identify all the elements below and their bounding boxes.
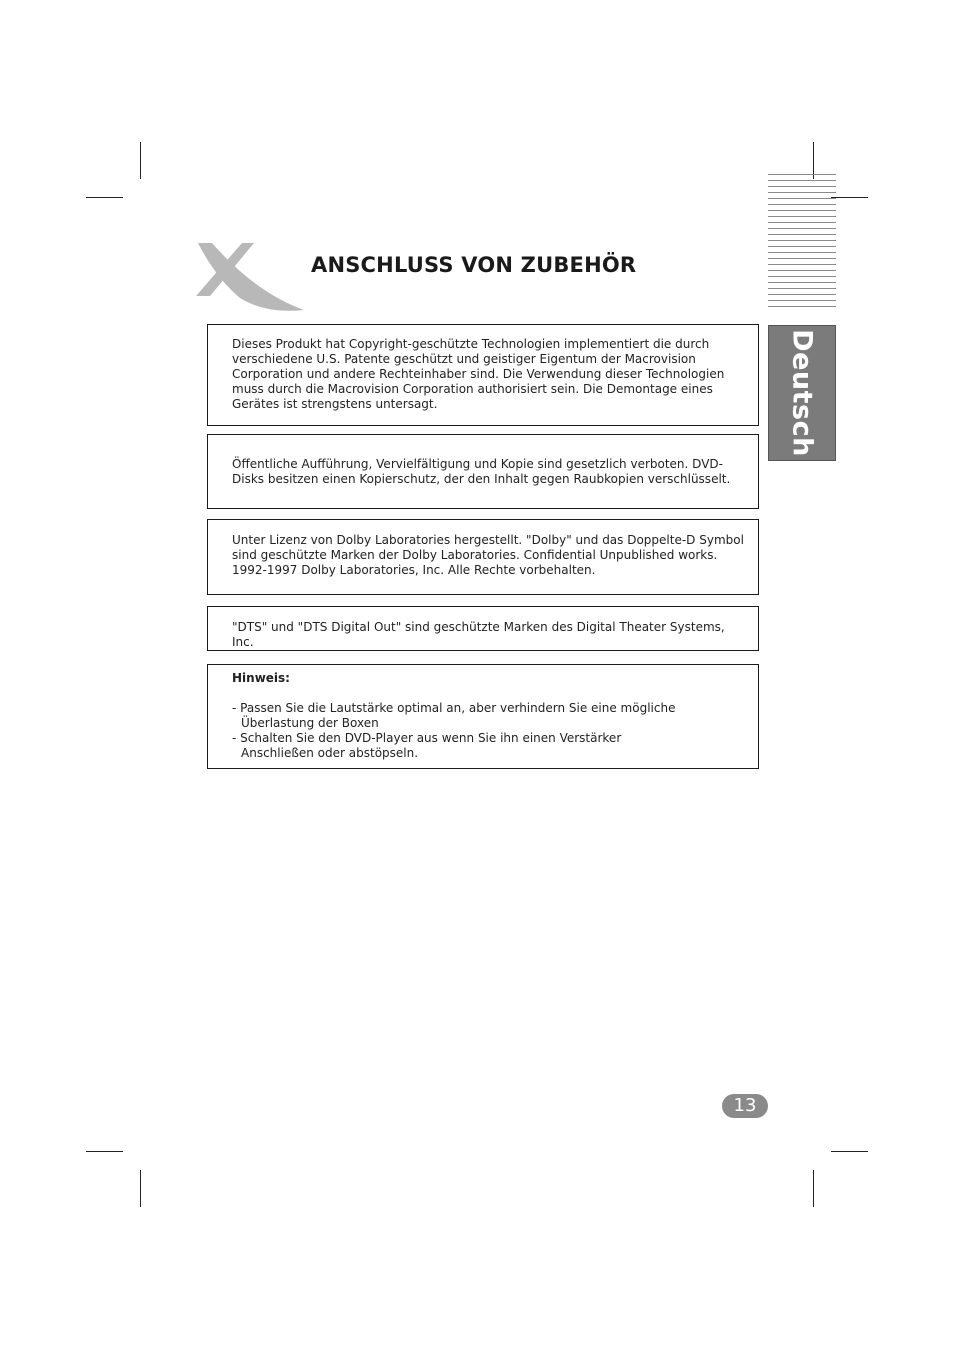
- stripe-line: [768, 210, 836, 211]
- stripe-line: [768, 300, 836, 301]
- stripe-line: [768, 228, 836, 229]
- crop-mark-bottom-left-horizontal: [86, 1151, 123, 1152]
- crop-mark-top-right-horizontal: [831, 197, 868, 198]
- decorative-stripes: [768, 174, 836, 312]
- hint-box: [207, 664, 759, 769]
- stripe-line: [768, 192, 836, 193]
- hint-heading: Hinweis:: [232, 671, 290, 685]
- stripe-line: [768, 180, 836, 181]
- stripe-line: [768, 264, 836, 265]
- hint-item: [232, 731, 746, 761]
- notice-box-dolby: [207, 519, 759, 595]
- page-title: ANSCHLUSS VON ZUBEHÖR: [311, 253, 637, 277]
- stripe-line: [768, 204, 836, 205]
- stripe-line: [768, 198, 836, 199]
- stripe-line: [768, 246, 836, 247]
- crop-mark-bottom-right-vertical: [813, 1170, 814, 1207]
- stripe-line: [768, 222, 836, 223]
- stripe-line: [768, 258, 836, 259]
- stripe-line: [768, 306, 836, 307]
- notice-text: Unter Lizenz von Dolby Laboratories hergestellt. "Dolby" und das Doppelte-D Symbol sind geschützte Marken der Dolby Laboratories. Confidential Unpublished works. 1992-1997 Dolby Laboratories, Inc. Alle Rechte vorbehalten.: [232, 533, 744, 577]
- notice-text: Dieses Produkt hat Copyright-geschützte Technologien implementiert die durch verschiedene U.S. Patente geschützt und geistiger Eigentum der Macrovision Corporation und andere Rechteinhaber sind. Die Verwendung dieser Technologien muss durch die Macrovision Corporation authorisiert sein. Die Demontage eines Gerätes ist strengstens untersagt.: [232, 337, 725, 411]
- notice-text: "DTS" und "DTS Digital Out" sind geschützte Marken des Digital Theater Systems, Inc.: [232, 620, 725, 649]
- notice-box-macrovision: [207, 324, 759, 426]
- hint-list: [232, 701, 746, 761]
- stripe-line: [768, 276, 836, 277]
- language-tab-label: Deutsch: [786, 329, 818, 457]
- hint-item-text: - Schalten Sie den DVD-Player aus wenn Sie ihn einen Verstärker Anschließen oder abstöpseln.: [232, 731, 622, 760]
- notice-box-copy-protection: [207, 434, 759, 509]
- stripe-line: [768, 282, 836, 283]
- stripe-line: [768, 186, 836, 187]
- stripe-line: [768, 216, 836, 217]
- hint-item: [232, 701, 746, 731]
- stripe-line: [768, 252, 836, 253]
- crop-mark-top-left-horizontal: [86, 197, 123, 198]
- stripe-line: [768, 270, 836, 271]
- notice-text: Öffentliche Aufführung, Vervielfältigung und Kopie sind gesetzlich verboten. DVD-Disks besitzen einen Kopierschutz, der den Inhalt gegen Raubkopien verschlüsselt.: [232, 457, 731, 486]
- language-tab: [768, 325, 836, 461]
- stripe-line: [768, 240, 836, 241]
- stripe-line: [768, 234, 836, 235]
- hint-item-text: - Passen Sie die Lautstärke optimal an, aber verhindern Sie eine mögliche Überlastung der Boxen: [232, 701, 676, 730]
- stripe-line: [768, 288, 836, 289]
- xoro-x-logo-icon: [196, 238, 306, 314]
- stripe-line: [768, 174, 836, 175]
- page-number: 13: [722, 1094, 768, 1118]
- crop-mark-top-left-vertical: [140, 142, 141, 179]
- crop-mark-bottom-left-vertical: [140, 1170, 141, 1207]
- notice-box-dts: [207, 606, 759, 651]
- stripe-line: [768, 294, 836, 295]
- crop-mark-bottom-right-horizontal: [831, 1151, 868, 1152]
